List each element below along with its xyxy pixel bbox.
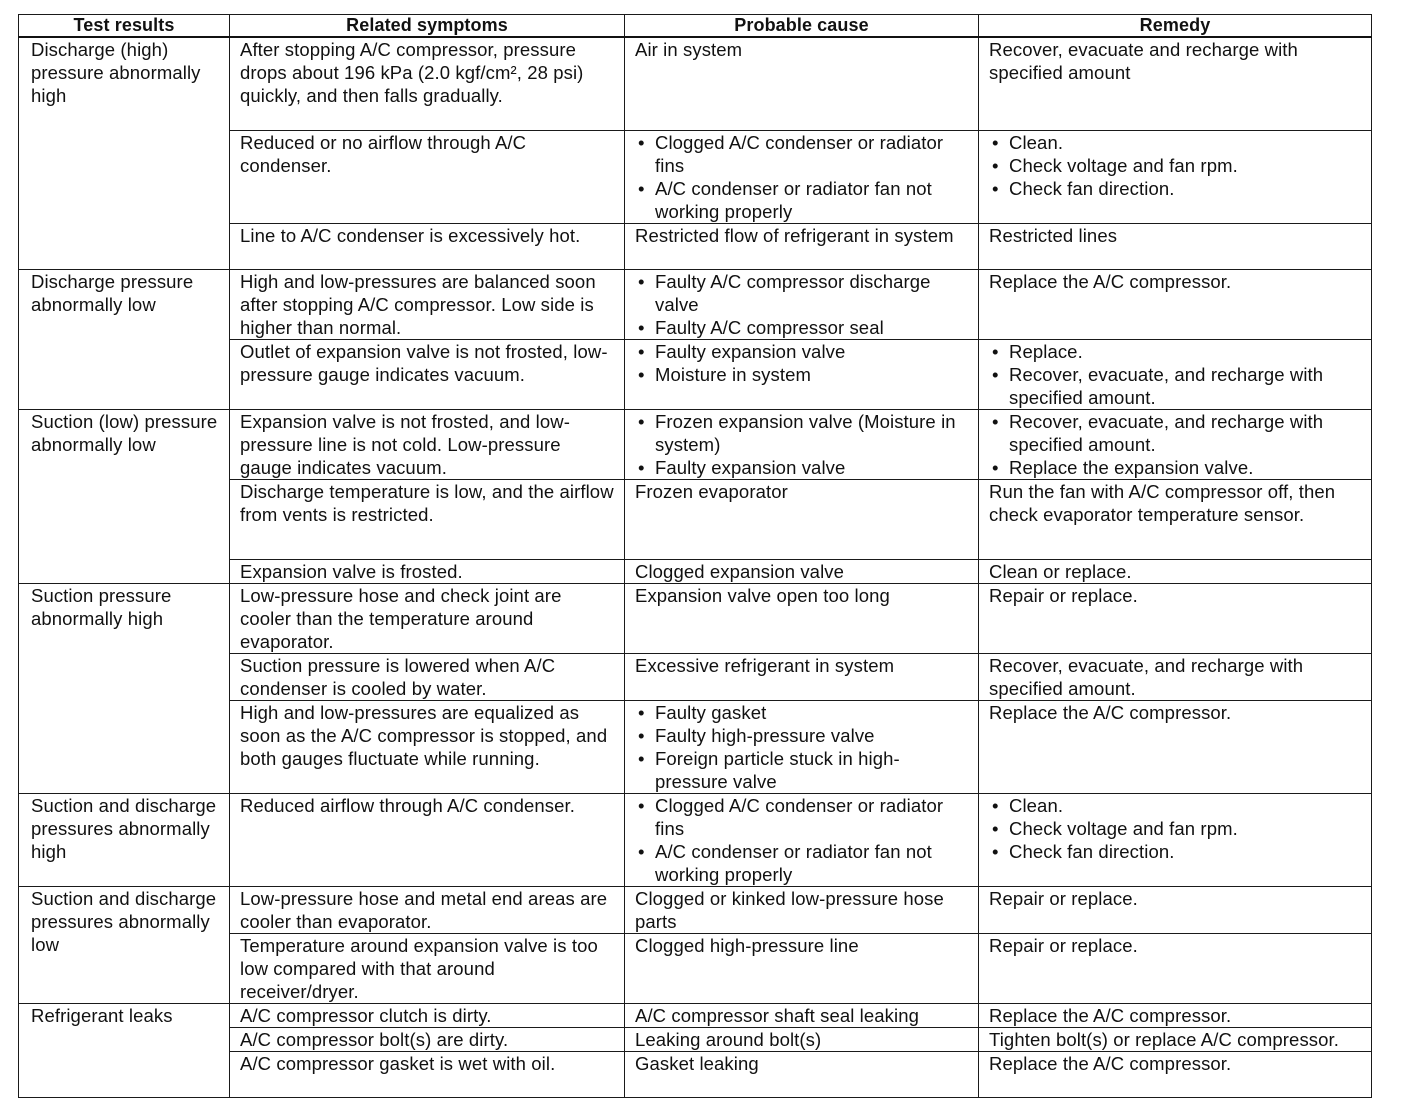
remedy-cell: Replace the A/C compressor.: [979, 269, 1372, 339]
bullet-item: • Faulty A/C compressor discharge valve: [635, 270, 969, 316]
symptom-cell: Discharge temperature is low, and the airflow from vents is restricted.: [230, 479, 625, 559]
test-result-cell: Refrigerant leaks: [19, 1003, 230, 1097]
table-row: [19, 793, 1372, 886]
cause-cell: Clogged expansion valve: [625, 559, 979, 583]
table-body: [19, 37, 1372, 1097]
test-result-cell: Discharge (high) pressure abnormally high: [19, 37, 230, 269]
symptom-cell: High and low-pressures are equalized as soon as the A/C compressor is stopped, and both gauges fluctuate while running.: [230, 700, 625, 793]
bullet-item: • Faulty gasket: [635, 701, 969, 724]
remedy-cell: [979, 793, 1372, 886]
test-result-cell: Suction and discharge pressures abnormally high: [19, 793, 230, 886]
remedy-cell: [979, 409, 1372, 479]
bullet-item: • Faulty expansion valve: [635, 456, 969, 479]
header-related-symptoms: Related symptoms: [230, 15, 625, 38]
cause-cell: [625, 793, 979, 886]
remedy-cell: Recover, evacuate and recharge with specified amount: [979, 37, 1372, 130]
bullet-item: • Recover, evacuate, and recharge with specified amount.: [989, 363, 1362, 409]
bullet-item: • Clogged A/C condenser or radiator fins: [635, 794, 969, 840]
remedy-cell: Recover, evacuate, and recharge with specified amount.: [979, 653, 1372, 700]
bullet-item: • Faulty high-pressure valve: [635, 724, 969, 747]
table-row: [19, 886, 1372, 933]
symptom-cell: A/C compressor bolt(s) are dirty.: [230, 1027, 625, 1051]
test-result-cell: Suction and discharge pressures abnormally low: [19, 886, 230, 1003]
symptom-cell: A/C compressor clutch is dirty.: [230, 1003, 625, 1027]
bullet-item: • Check voltage and fan rpm.: [989, 154, 1362, 177]
remedy-cell: Replace the A/C compressor.: [979, 1051, 1372, 1097]
cause-cell: Leaking around bolt(s): [625, 1027, 979, 1051]
remedy-cell: Repair or replace.: [979, 933, 1372, 1003]
remedy-cell: Restricted lines: [979, 223, 1372, 269]
bullet-item: • Check voltage and fan rpm.: [989, 817, 1362, 840]
bullet-item: • Clogged A/C condenser or radiator fins: [635, 131, 969, 177]
bullet-list: [989, 410, 1362, 479]
header-probable-cause: Probable cause: [625, 15, 979, 38]
bullet-item: • A/C condenser or radiator fan not working properly: [635, 840, 969, 886]
symptom-cell: A/C compressor gasket is wet with oil.: [230, 1051, 625, 1097]
cause-cell: [625, 409, 979, 479]
remedy-cell: Repair or replace.: [979, 583, 1372, 653]
cause-cell: Frozen evaporator: [625, 479, 979, 559]
bullet-list: [635, 701, 969, 793]
bullet-list: [989, 131, 1362, 200]
bullet-item: • Replace the expansion valve.: [989, 456, 1362, 479]
symptom-cell: Line to A/C condenser is excessively hot.: [230, 223, 625, 269]
table-row: [19, 409, 1372, 479]
cause-cell: [625, 130, 979, 223]
bullet-item: • Clean.: [989, 131, 1362, 154]
symptom-cell: Temperature around expansion valve is too low compared with that around receiver/dryer.: [230, 933, 625, 1003]
remedy-cell: Clean or replace.: [979, 559, 1372, 583]
bullet-item: • Recover, evacuate, and recharge with specified amount.: [989, 410, 1362, 456]
bullet-list: [635, 270, 969, 339]
cause-cell: Expansion valve open too long: [625, 583, 979, 653]
symptom-cell: Suction pressure is lowered when A/C condenser is cooled by water.: [230, 653, 625, 700]
bullet-list: [635, 340, 969, 386]
bullet-list: [635, 131, 969, 223]
cause-cell: Excessive refrigerant in system: [625, 653, 979, 700]
table-row: [19, 37, 1372, 130]
symptom-cell: After stopping A/C compressor, pressure drops about 196 kPa (2.0 kgf/cm², 28 psi) quickly, and then falls gradually.: [230, 37, 625, 130]
cause-cell: Clogged or kinked low-pressure hose parts: [625, 886, 979, 933]
bullet-item: • Frozen expansion valve (Moisture in system): [635, 410, 969, 456]
bullet-item: • Replace.: [989, 340, 1362, 363]
bullet-item: • Foreign particle stuck in high-pressure valve: [635, 747, 969, 793]
header-remedy: Remedy: [979, 15, 1372, 38]
bullet-list: [635, 794, 969, 886]
symptom-cell: High and low-pressures are balanced soon after stopping A/C compressor. Low side is higher than normal.: [230, 269, 625, 339]
bullet-item: • Faulty A/C compressor seal: [635, 316, 969, 339]
bullet-item: • Moisture in system: [635, 363, 969, 386]
bullet-item: • Check fan direction.: [989, 177, 1362, 200]
symptom-cell: Expansion valve is frosted.: [230, 559, 625, 583]
header-test-results: Test results: [19, 15, 230, 38]
remedy-cell: Tighten bolt(s) or replace A/C compressor.: [979, 1027, 1372, 1051]
cause-cell: A/C compressor shaft seal leaking: [625, 1003, 979, 1027]
symptom-cell: Reduced or no airflow through A/C condenser.: [230, 130, 625, 223]
cause-cell: [625, 339, 979, 409]
table-header: [19, 15, 1372, 38]
table-row: [19, 269, 1372, 339]
bullet-item: • A/C condenser or radiator fan not working properly: [635, 177, 969, 223]
cause-cell: [625, 700, 979, 793]
test-result-cell: Suction pressure abnormally high: [19, 583, 230, 793]
bullet-item: • Faulty expansion valve: [635, 340, 969, 363]
symptom-cell: Reduced airflow through A/C condenser.: [230, 793, 625, 886]
symptom-cell: Low-pressure hose and check joint are cooler than the temperature around evaporator.: [230, 583, 625, 653]
symptom-cell: Expansion valve is not frosted, and low-pressure line is not cold. Low-pressure gauge indicates vacuum.: [230, 409, 625, 479]
remedy-cell: Replace the A/C compressor.: [979, 700, 1372, 793]
bullet-list: [989, 340, 1362, 409]
bullet-item: • Clean.: [989, 794, 1362, 817]
table-row: [19, 583, 1372, 653]
test-result-cell: Discharge pressure abnormally low: [19, 269, 230, 409]
diagnosis-table: [18, 14, 1372, 1098]
cause-cell: Gasket leaking: [625, 1051, 979, 1097]
remedy-cell: Replace the A/C compressor.: [979, 1003, 1372, 1027]
remedy-cell: Run the fan with A/C compressor off, then check evaporator temperature sensor.: [979, 479, 1372, 559]
symptom-cell: Low-pressure hose and metal end areas are cooler than evaporator.: [230, 886, 625, 933]
bullet-list: [635, 410, 969, 479]
bullet-list: [989, 794, 1362, 863]
cause-cell: Clogged high-pressure line: [625, 933, 979, 1003]
header-row: [19, 15, 1372, 38]
cause-cell: Air in system: [625, 37, 979, 130]
table-row: [19, 1003, 1372, 1027]
remedy-cell: [979, 130, 1372, 223]
test-result-cell: Suction (low) pressure abnormally low: [19, 409, 230, 583]
remedy-cell: Repair or replace.: [979, 886, 1372, 933]
cause-cell: Restricted flow of refrigerant in system: [625, 223, 979, 269]
cause-cell: [625, 269, 979, 339]
bullet-item: • Check fan direction.: [989, 840, 1362, 863]
remedy-cell: [979, 339, 1372, 409]
symptom-cell: Outlet of expansion valve is not frosted, low-pressure gauge indicates vacuum.: [230, 339, 625, 409]
